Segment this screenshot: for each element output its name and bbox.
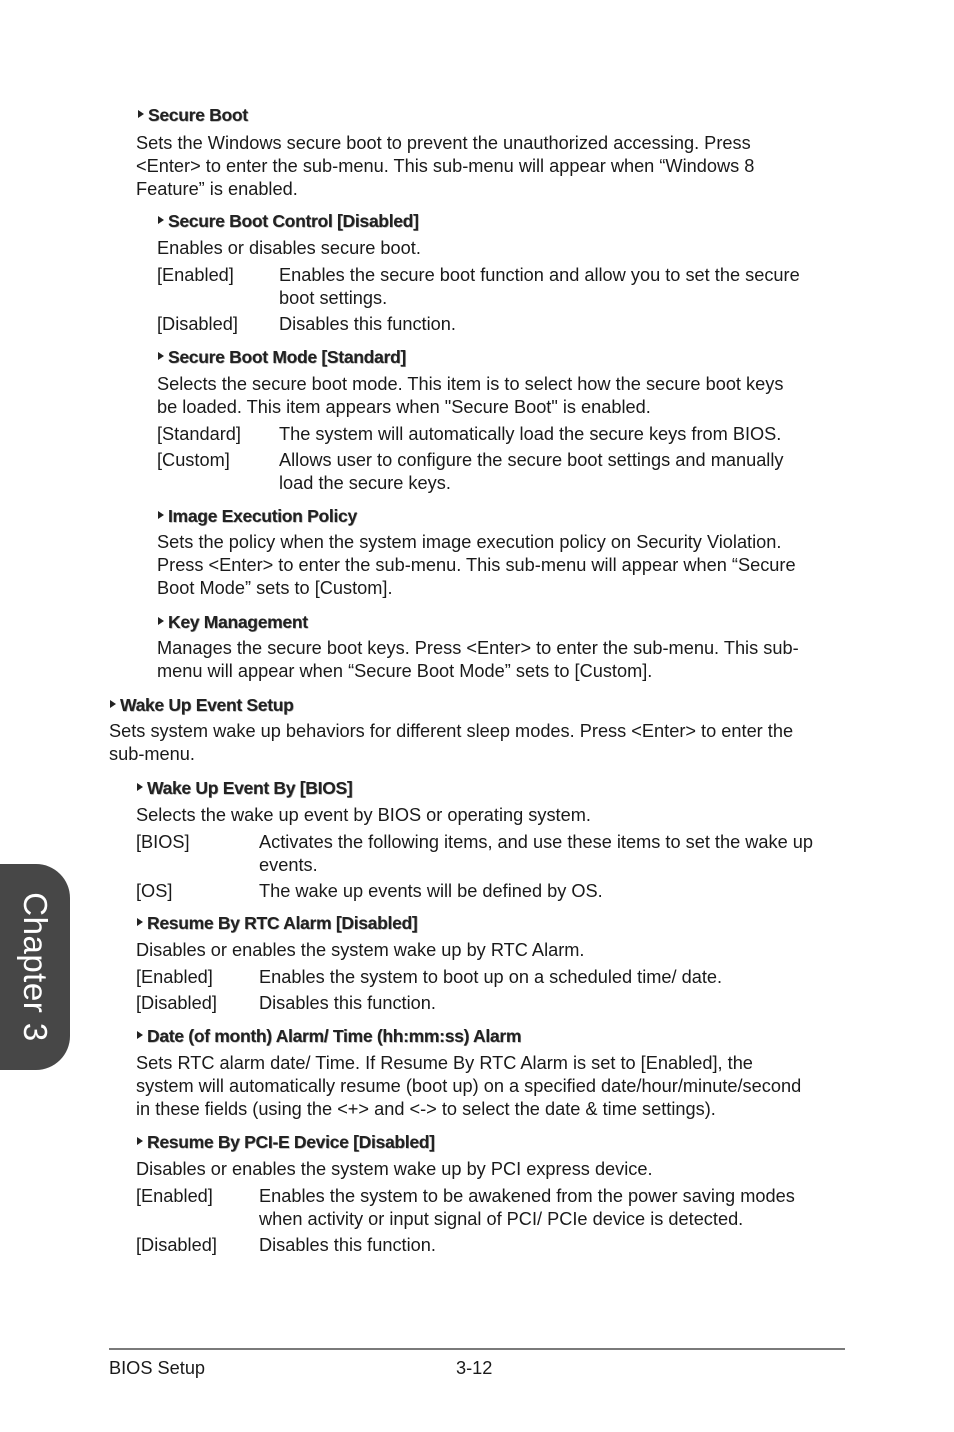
option-key: [Custom]	[157, 450, 230, 470]
heading-secure-boot	[138, 104, 954, 126]
option-desc: Disables this function.	[259, 993, 436, 1013]
triangle-bullet-icon	[137, 1137, 143, 1145]
option-desc: when activity or input signal of PCI/ PCIe device is detected.	[259, 1208, 744, 1229]
triangle-bullet-icon	[137, 783, 143, 791]
option-row	[136, 992, 851, 1015]
section-secure-boot	[0, 104, 954, 199]
heading-image-execution-policy	[158, 505, 954, 527]
option-desc: Disables this function.	[279, 314, 456, 334]
option-key: [Standard]	[157, 423, 241, 444]
section-wake-up-event-by	[0, 777, 954, 901]
option-row	[157, 264, 847, 310]
heading-text: Secure Boot Mode [Standard]	[168, 347, 406, 367]
body-line: system will automatically resume (boot up) on a specified date/hour/minute/second	[136, 1076, 802, 1096]
triangle-bullet-icon	[158, 617, 164, 625]
triangle-bullet-icon	[158, 352, 164, 360]
option-row	[136, 880, 851, 903]
option-desc: Enables the system to be awakened from the power saving modes	[259, 1185, 795, 1206]
option-desc: The system will automatically load the secure keys from BIOS.	[279, 423, 782, 444]
option-desc: load the secure keys.	[279, 473, 451, 493]
option-key: [Enabled]	[136, 966, 213, 987]
triangle-bullet-icon	[110, 700, 116, 708]
heading-text: Resume By RTC Alarm [Disabled]	[147, 913, 418, 933]
heading-key-management	[158, 611, 954, 633]
heading-text: Wake Up Event Setup	[120, 695, 294, 715]
option-row	[157, 449, 847, 495]
triangle-bullet-icon	[158, 511, 164, 519]
section-image-execution-policy	[0, 505, 954, 598]
option-desc: Activates the following items, and use these items to set the wake up	[259, 831, 813, 852]
body-line: Disables or enables the system wake up by RTC Alarm.	[136, 940, 585, 960]
option-desc: Enables the system to boot up on a scheduled time/ date.	[259, 966, 723, 987]
body-line: Selects the wake up event by BIOS or operating system.	[136, 805, 591, 825]
option-desc: Disables this function.	[259, 1235, 436, 1255]
body-line: Enables or disables secure boot.	[157, 238, 421, 258]
option-row	[157, 423, 847, 446]
option-key: [Disabled]	[136, 993, 217, 1013]
option-key: [Enabled]	[157, 264, 234, 285]
heading-text: Resume By PCI-E Device [Disabled]	[147, 1132, 435, 1152]
option-key: [Enabled]	[136, 1185, 213, 1206]
option-key: [Disabled]	[157, 314, 238, 334]
body-line: menu will appear when “Secure Boot Mode” sets to [Custom].	[157, 661, 653, 681]
heading-text: Image Execution Policy	[168, 506, 357, 526]
footer-section-title: BIOS Setup	[109, 1358, 206, 1378]
body-line: Sets the policy when the system image execution policy on Security Violation.	[157, 532, 782, 552]
heading-resume-by-pcie-device	[137, 1131, 954, 1153]
body-line: Sets system wake up behaviors for different sleep modes. Press <Enter> to enter the	[109, 721, 794, 741]
option-row	[136, 831, 851, 877]
option-desc: Enables the secure boot function and allow you to set the secure	[279, 264, 800, 285]
chapter-tab	[0, 864, 70, 1070]
body-line: Boot Mode” sets to [Custom].	[157, 578, 393, 598]
body-line: Feature” is enabled.	[136, 179, 298, 199]
heading-text: Date (of month) Alarm/ Time (hh:mm:ss) Alarm	[147, 1026, 522, 1046]
heading-secure-boot-mode	[158, 346, 954, 368]
footer-divider	[109, 1348, 845, 1350]
heading-text: Key Management	[168, 612, 308, 632]
triangle-bullet-icon	[137, 918, 143, 926]
body-line: in these fields (using the <+> and <-> to select the date & time settings).	[136, 1099, 716, 1119]
heading-secure-boot-control	[158, 210, 954, 232]
section-wake-up-event-setup	[0, 694, 954, 764]
triangle-bullet-icon	[137, 1031, 143, 1039]
body-line: Sets RTC alarm date/ Time. If Resume By RTC Alarm is set to [Enabled], the	[136, 1053, 753, 1073]
section-date-time-alarm	[0, 1025, 954, 1119]
heading-text: Wake Up Event By [BIOS]	[147, 778, 353, 798]
body-line: Selects the secure boot mode. This item is to select how the secure boot keys	[157, 374, 784, 394]
option-desc: boot settings.	[279, 287, 388, 308]
heading-wake-up-event-setup	[110, 694, 954, 716]
option-key: [OS]	[136, 881, 173, 901]
heading-text: Secure Boot Control [Disabled]	[168, 211, 419, 231]
section-secure-boot-control	[0, 210, 954, 334]
option-row	[157, 313, 847, 336]
section-secure-boot-mode	[0, 346, 954, 493]
option-key: [BIOS]	[136, 831, 190, 852]
body-line: be loaded. This item appears when "Secure Boot" is enabled.	[157, 397, 651, 417]
body-line: <Enter> to enter the sub-menu. This sub-menu will appear when “Windows 8	[136, 156, 755, 176]
heading-resume-by-rtc-alarm	[137, 912, 954, 934]
body-line: Manages the secure boot keys. Press <Enter> to enter the sub-menu. This sub-	[157, 638, 799, 658]
section-resume-by-pcie-device	[0, 1131, 954, 1255]
page-number: 3-12	[456, 1358, 493, 1378]
section-key-management	[0, 611, 954, 681]
option-desc: Allows user to configure the secure boot settings and manually	[279, 450, 784, 470]
body-line: Press <Enter> to enter the sub-menu. This sub-menu will appear when “Secure	[157, 555, 796, 575]
body-line: sub-menu.	[109, 744, 195, 764]
chapter-tab-label: Chapter 3	[17, 892, 54, 1042]
body-line: Sets the Windows secure boot to prevent the unauthorized accessing. Press	[136, 133, 751, 153]
heading-date-time-alarm	[137, 1025, 954, 1047]
triangle-bullet-icon	[158, 216, 164, 224]
body-line: Disables or enables the system wake up by PCI express device.	[136, 1159, 653, 1179]
heading-text: Secure Boot	[148, 105, 248, 125]
option-row	[136, 1185, 851, 1231]
option-key: [Disabled]	[136, 1235, 217, 1255]
option-desc: The wake up events will be defined by OS.	[259, 881, 603, 901]
option-row	[136, 966, 851, 989]
option-desc: events.	[259, 854, 318, 875]
triangle-bullet-icon	[138, 110, 144, 118]
option-row	[136, 1234, 851, 1257]
heading-wake-up-event-by	[137, 777, 954, 799]
